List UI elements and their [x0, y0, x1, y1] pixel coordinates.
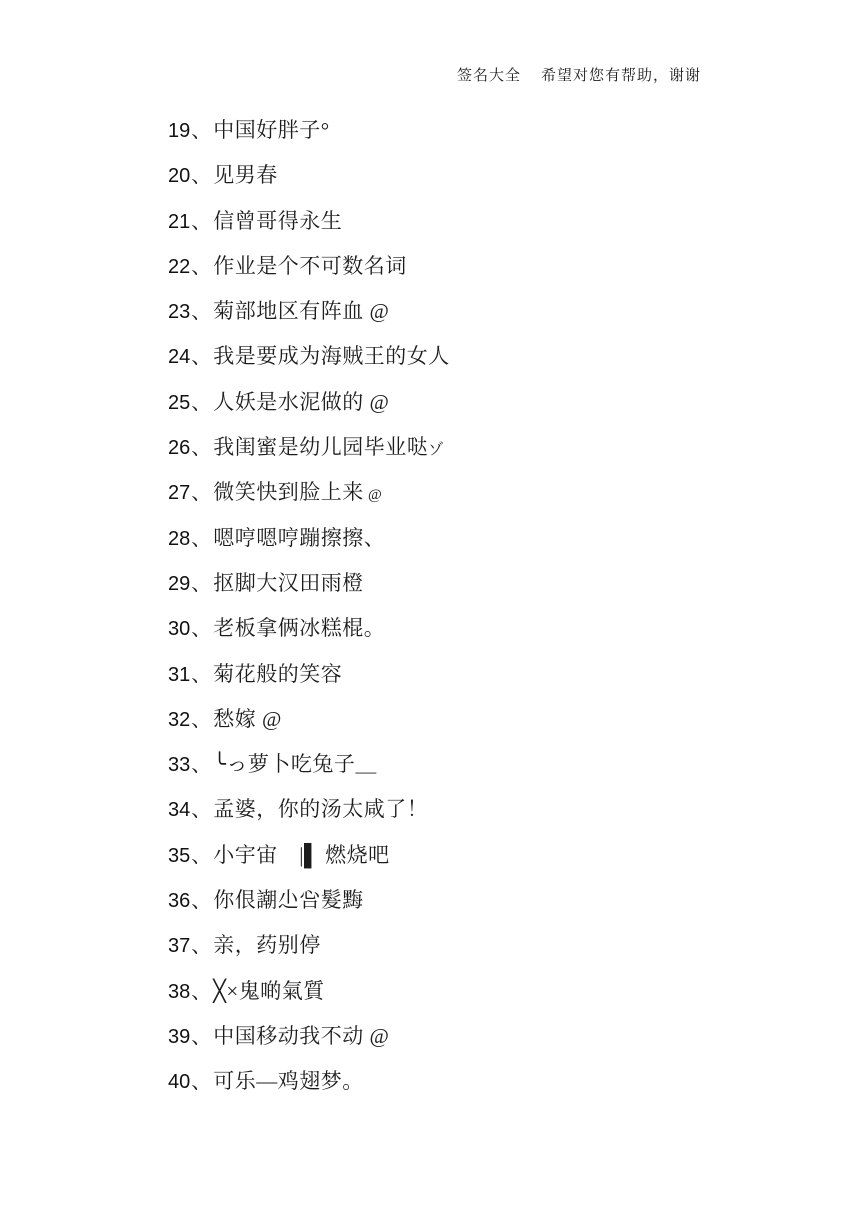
list-item — [168, 617, 820, 662]
item-separator: 、 — [191, 890, 212, 913]
item-text: 中国移动我不动 @ — [213, 1023, 390, 1048]
list-item — [168, 753, 820, 798]
item-number: 24 — [168, 346, 191, 369]
item-text: ╰っ萝卜吃兔子＿ — [213, 752, 377, 777]
list-item — [168, 572, 820, 617]
item-separator: 、 — [191, 437, 212, 460]
item-text: 嗯哼嗯哼蹦擦擦、 — [213, 525, 386, 550]
list-item — [168, 255, 820, 300]
item-number: 27 — [168, 482, 191, 505]
item-text: 愁嫁 @ — [213, 706, 282, 731]
item-separator: 、 — [191, 527, 212, 550]
item-number: 30 — [168, 618, 191, 641]
item-separator: 、 — [191, 708, 212, 731]
item-number: 19 — [168, 120, 191, 142]
list-item — [168, 436, 820, 481]
item-separator: 、 — [191, 391, 212, 414]
item-text: 你佷謿尐吢髮黣 — [213, 888, 364, 913]
list-item — [168, 934, 820, 979]
item-separator: 、 — [191, 1071, 212, 1094]
item-separator: 、 — [191, 165, 212, 188]
item-text: 抠脚大汉田雨橙 — [213, 570, 364, 595]
signature-list — [168, 119, 820, 1116]
list-item — [168, 798, 820, 843]
item-separator: 、 — [191, 255, 212, 278]
item-text: 菊部地区有阵血 @ — [213, 299, 390, 324]
item-text: ╳×鬼啲氣質 — [213, 978, 325, 1003]
item-separator: 、 — [191, 346, 212, 369]
item-separator: 、 — [191, 1025, 212, 1048]
item-number: 31 — [168, 663, 191, 686]
list-item — [168, 119, 820, 164]
item-number: 38 — [168, 980, 191, 1003]
item-text: 信曾哥得永生 — [213, 208, 343, 233]
item-separator: 、 — [191, 754, 212, 777]
item-number: 28 — [168, 527, 191, 550]
item-number: 37 — [168, 935, 191, 958]
item-number: 39 — [168, 1025, 191, 1048]
item-separator: 、 — [191, 663, 212, 686]
item-number: 22 — [168, 255, 191, 278]
item-number: 25 — [168, 391, 191, 414]
item-text: 老板拿俩冰糕棍。 — [213, 616, 386, 641]
item-text: 小宇宙 |▌ 燃烧吧 — [213, 842, 390, 867]
item-text: 菊花般的笑容 — [213, 661, 343, 686]
item-number: 35 — [168, 844, 191, 867]
list-item — [168, 708, 820, 753]
item-text-suffix: @ — [363, 487, 383, 504]
item-number: 36 — [168, 890, 191, 913]
item-number: 26 — [168, 437, 191, 460]
list-item — [168, 980, 820, 1025]
doc-title: 签名大全 — [457, 68, 522, 84]
item-text: 亲，药别停 — [213, 933, 321, 958]
list-item — [168, 1025, 820, 1070]
list-item — [168, 391, 820, 436]
item-text: 人妖是水泥做的 @ — [213, 389, 390, 414]
doc-subtitle: 希望对您有帮助，谢谢 — [541, 68, 702, 84]
item-separator: 、 — [191, 799, 212, 822]
item-separator: 、 — [191, 301, 212, 324]
list-item — [168, 663, 820, 708]
list-item — [168, 1070, 820, 1115]
list-item — [168, 210, 820, 255]
list-item — [168, 164, 820, 209]
list-item — [168, 481, 820, 526]
item-text: 见男春 — [213, 163, 278, 188]
item-separator: 、 — [191, 210, 212, 233]
item-text-suffix: ゾ — [428, 442, 444, 459]
item-text: 作业是个不可数名词 — [213, 253, 407, 278]
item-text: 我闺蜜是幼儿园毕业哒 — [213, 435, 429, 460]
item-separator: 、 — [191, 482, 212, 505]
item-text: 微笑快到脸上来 — [213, 480, 364, 505]
item-separator: 、 — [191, 618, 212, 641]
item-text: 我是要成为海贼王的女人 — [213, 344, 450, 369]
item-text: 孟婆，你的汤太咸了！ — [213, 797, 429, 822]
item-number: 32 — [168, 708, 191, 731]
list-item — [168, 844, 820, 889]
item-number: 23 — [168, 301, 191, 324]
item-number: 34 — [168, 799, 191, 822]
list-item — [168, 300, 820, 345]
item-separator: 、 — [191, 980, 212, 1003]
item-text: 可乐—鸡翅梦。 — [213, 1069, 364, 1094]
item-separator: 、 — [191, 935, 212, 958]
item-number: 20 — [168, 165, 191, 188]
list-item — [168, 527, 820, 572]
item-number: 21 — [168, 210, 191, 233]
item-separator: 、 — [191, 120, 212, 142]
list-item — [168, 889, 820, 934]
page-header — [457, 64, 701, 85]
item-separator: 、 — [191, 572, 212, 595]
item-separator: 、 — [191, 844, 212, 867]
list-item — [168, 345, 820, 390]
item-number: 40 — [168, 1071, 191, 1094]
item-number: 29 — [168, 572, 191, 595]
item-text: 中国好胖子° — [213, 118, 330, 142]
item-number: 33 — [168, 754, 191, 777]
